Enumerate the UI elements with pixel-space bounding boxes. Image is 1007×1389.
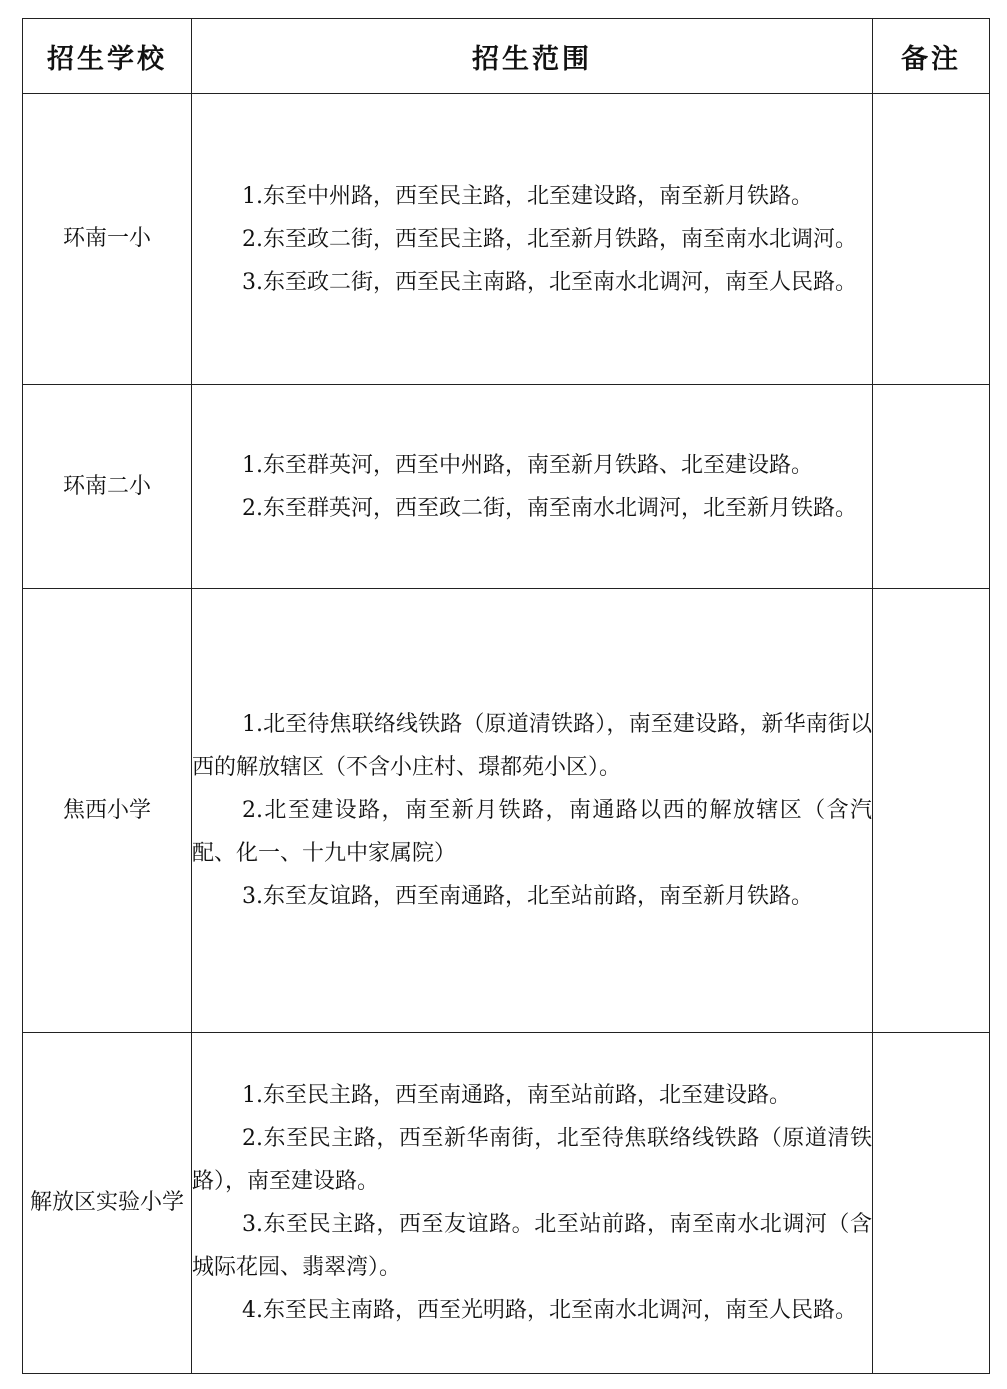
range-item: 3.东至政二街，西至民主南路，北至南水北调河，南至人民路。 [242,269,857,295]
range-item: 2.东至民主路，西至新华南街，北至待焦联络线铁路（原道清铁路），南至建设路。 [192,1126,872,1194]
enrollment-range-cell [192,94,873,385]
range-item: 2.北至建设路，南至新月铁路，南通路以西的解放辖区（含汽配、化一、十九中家属院） [192,798,872,866]
note-cell [873,385,990,589]
range-item: 1.东至民主路，西至南通路，南至站前路，北至建设路。 [242,1083,791,1108]
school-name-cell: 环南二小 [23,385,192,589]
table-header-row [23,19,990,94]
school-name-cell: 解放区实验小学 [23,1033,192,1374]
note-cell [873,94,990,385]
range-item: 4.东至民主南路，西至光明路，北至南水北调河，南至人民路。 [242,1298,857,1323]
school-name-cell: 焦西小学 [23,589,192,1033]
range-item: 1.东至中州路，西至民主路，北至建设路，南至新月铁路。 [242,183,813,209]
table-row [23,94,990,385]
enrollment-range-cell [192,1033,873,1374]
range-item: 1.东至群英河，西至中州路，南至新月铁路、北至建设路。 [242,452,813,478]
column-header-school: 招生学校 [23,19,192,94]
range-item: 2.东至群英河，西至政二街，南至南水北调河，北至新月铁路。 [242,495,857,521]
range-item: 1.北至待焦联络线铁路（原道清铁路），南至建设路，新华南街以西的解放辖区（不含小庄村、璟都苑小区）。 [192,712,872,780]
note-cell [873,589,990,1033]
range-item: 3.东至友谊路，西至南通路，北至站前路，南至新月铁路。 [242,884,813,909]
enrollment-range-cell [192,385,873,589]
table-row [23,385,990,589]
column-header-range: 招生范围 [192,19,873,94]
table-row [23,1033,990,1374]
table-row [23,589,990,1033]
enrollment-range-cell [192,589,873,1033]
enrollment-table [22,18,990,1374]
column-header-note: 备注 [873,19,990,94]
school-name-cell: 环南一小 [23,94,192,385]
note-cell [873,1033,990,1374]
range-item: 3.东至民主路，西至友谊路。北至站前路，南至南水北调河（含城际花园、翡翠湾）。 [192,1212,872,1280]
range-item: 2.东至政二街，西至民主路，北至新月铁路，南至南水北调河。 [242,226,857,252]
